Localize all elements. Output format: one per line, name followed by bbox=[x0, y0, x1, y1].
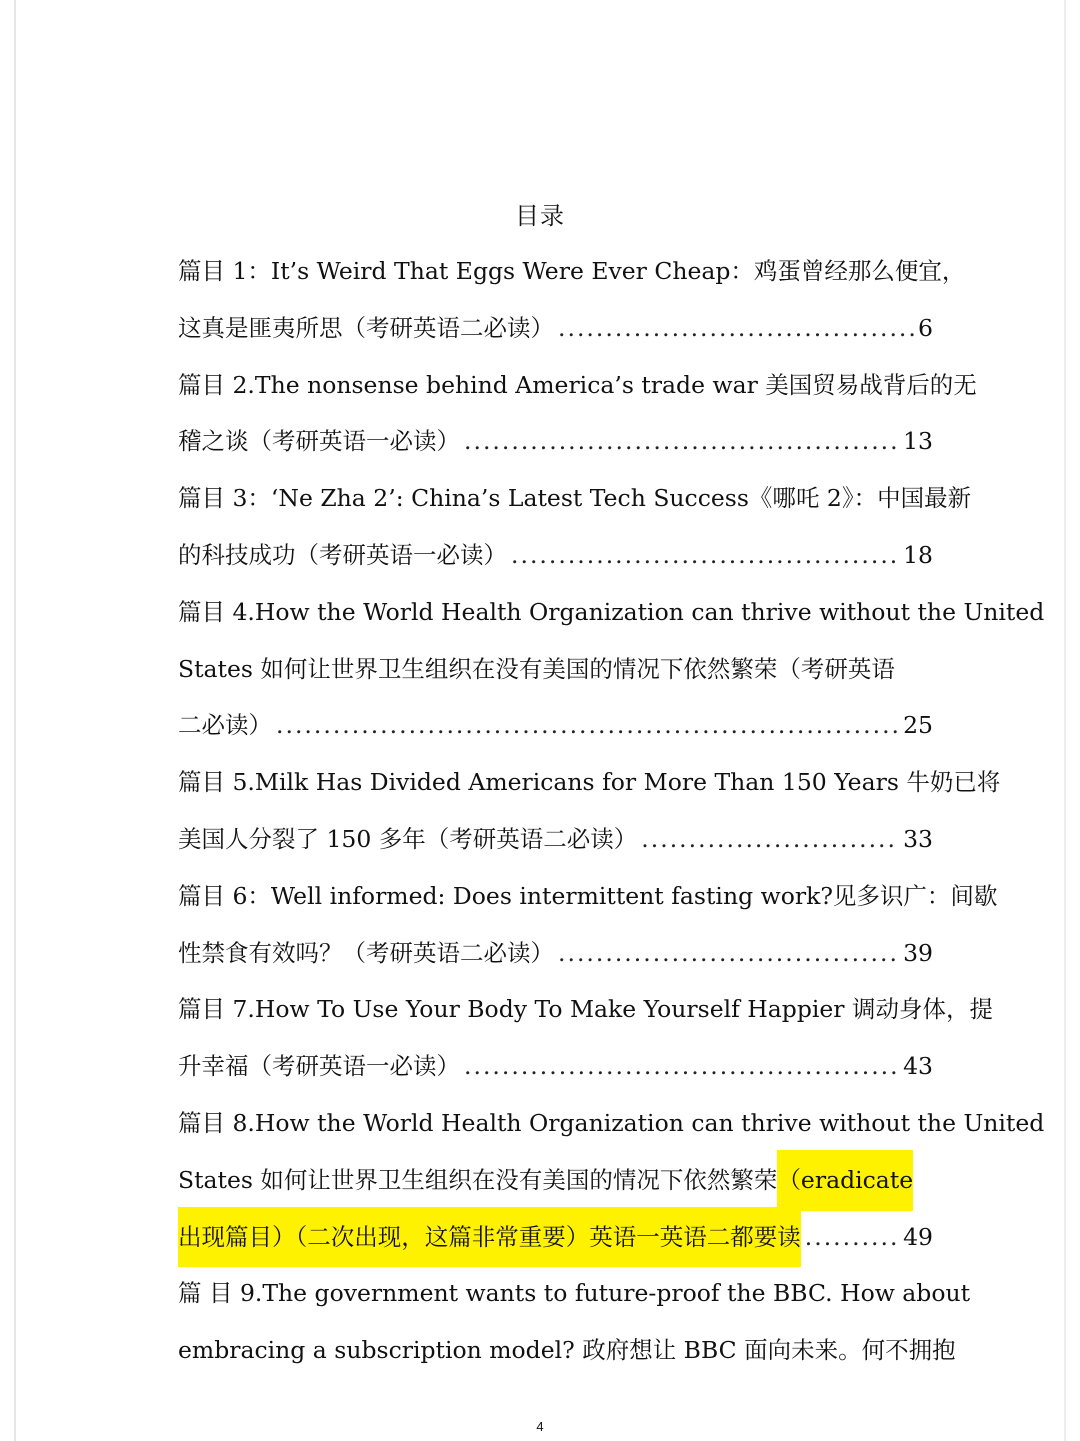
toc-page-number: 33 bbox=[903, 824, 933, 853]
toc-entry-line: 篇目 4.How the World Health Organization can thrive without the United bbox=[178, 597, 1045, 626]
toc-entry-line: 篇目 6：Well informed: Does intermittent fasting work?见多识广：间歇 bbox=[178, 881, 998, 910]
table-of-contents bbox=[178, 243, 1045, 1379]
toc-entry-text: 二必读） bbox=[178, 711, 272, 740]
toc-entry-9[interactable] bbox=[178, 1265, 971, 1379]
toc-entry-last-line bbox=[178, 413, 933, 470]
toc-entry-last-line bbox=[178, 1038, 933, 1095]
toc-entry-2[interactable] bbox=[178, 357, 977, 471]
toc-entry-last-line bbox=[178, 1209, 933, 1266]
toc-entry-line: embracing a subscription model? 政府想让 BBC 面向未来。何不拥抱 bbox=[178, 1336, 956, 1365]
toc-entry-line bbox=[178, 1152, 933, 1209]
toc-entry-line: 篇目 1：It’s Weird That Eggs Were Ever Cheap：鸡蛋曾经那么便宜， bbox=[178, 257, 966, 285]
toc-entry-7[interactable] bbox=[178, 981, 994, 1095]
toc-entry-last-line bbox=[178, 925, 933, 982]
toc-entry-text: 稽之谈（考研英语一必读） bbox=[178, 427, 460, 456]
toc-entry-1[interactable] bbox=[178, 243, 966, 357]
toc-entry-text: 性禁食有效吗？（考研英语二必读） bbox=[178, 938, 554, 967]
toc-page-number: 43 bbox=[903, 1052, 933, 1081]
toc-page-number: 49 bbox=[903, 1222, 933, 1251]
toc-title: 目录 bbox=[515, 202, 565, 230]
toc-entry-text: 美国人分裂了 150 多年（考研英语二必读） bbox=[178, 824, 638, 853]
toc-page-number: 13 bbox=[903, 427, 933, 456]
leader-dots bbox=[641, 811, 899, 868]
toc-entry-last-line bbox=[178, 811, 933, 868]
toc-entry-line: 篇目 3：‘Ne Zha 2’: China’s Latest Tech Success《哪吒 2》：中国最新 bbox=[178, 484, 972, 513]
toc-entry-4[interactable] bbox=[178, 584, 1045, 754]
leader-dots bbox=[805, 1209, 899, 1266]
toc-page-number: 18 bbox=[903, 540, 933, 569]
toc-entry-text: States 如何让世界卫生组织在没有美国的情况下依然繁荣 bbox=[178, 1165, 778, 1194]
toc-entry-line: 篇目 2.The nonsense behind America’s trade war 美国贸易战背后的无 bbox=[178, 370, 977, 399]
toc-entry-text: 的科技成功（考研英语一必读） bbox=[178, 540, 507, 569]
leader-dots bbox=[558, 300, 914, 357]
toc-entry-line: 篇 目 9.The government wants to future-proof the BBC. How about bbox=[178, 1279, 971, 1308]
toc-entry-3[interactable] bbox=[178, 470, 972, 584]
leader-dots bbox=[276, 697, 899, 754]
highlighted-text: 出现篇目）（二次出现，这篇非常重要）英语一英语二都要读 bbox=[178, 1207, 801, 1268]
toc-entry-line: 篇目 5.Milk Has Divided Americans for More Than 150 Years 牛奶已将 bbox=[178, 768, 1001, 797]
toc-entry-text: 这真是匪夷所思（考研英语二必读） bbox=[178, 313, 554, 342]
toc-entry-line: 篇目 8.How the World Health Organization can thrive without the United bbox=[178, 1108, 1045, 1137]
leader-dots bbox=[511, 527, 899, 584]
leader-dots bbox=[558, 925, 899, 982]
highlighted-text: （eradicate bbox=[777, 1150, 913, 1211]
toc-entry-6[interactable] bbox=[178, 868, 998, 982]
leader-dots bbox=[464, 1038, 899, 1095]
toc-entry-line: States 如何让世界卫生组织在没有美国的情况下依然繁荣（考研英语 bbox=[178, 654, 895, 683]
toc-entry-last-line bbox=[178, 527, 933, 584]
page-number: 4 bbox=[536, 1419, 544, 1434]
toc-page-number: 25 bbox=[903, 711, 933, 740]
toc-entry-8[interactable] bbox=[178, 1095, 1045, 1265]
toc-page-number: 6 bbox=[918, 313, 933, 342]
toc-entry-5[interactable] bbox=[178, 754, 1001, 868]
leader-dots bbox=[464, 413, 899, 470]
toc-entry-last-line bbox=[178, 697, 933, 754]
toc-page-number: 39 bbox=[903, 938, 933, 967]
toc-entry-text: 升幸福（考研英语一必读） bbox=[178, 1052, 460, 1081]
toc-entry-last-line bbox=[178, 300, 933, 357]
toc-entry-line: 篇目 7.How To Use Your Body To Make Yourself Happier 调动身体，提 bbox=[178, 995, 994, 1024]
